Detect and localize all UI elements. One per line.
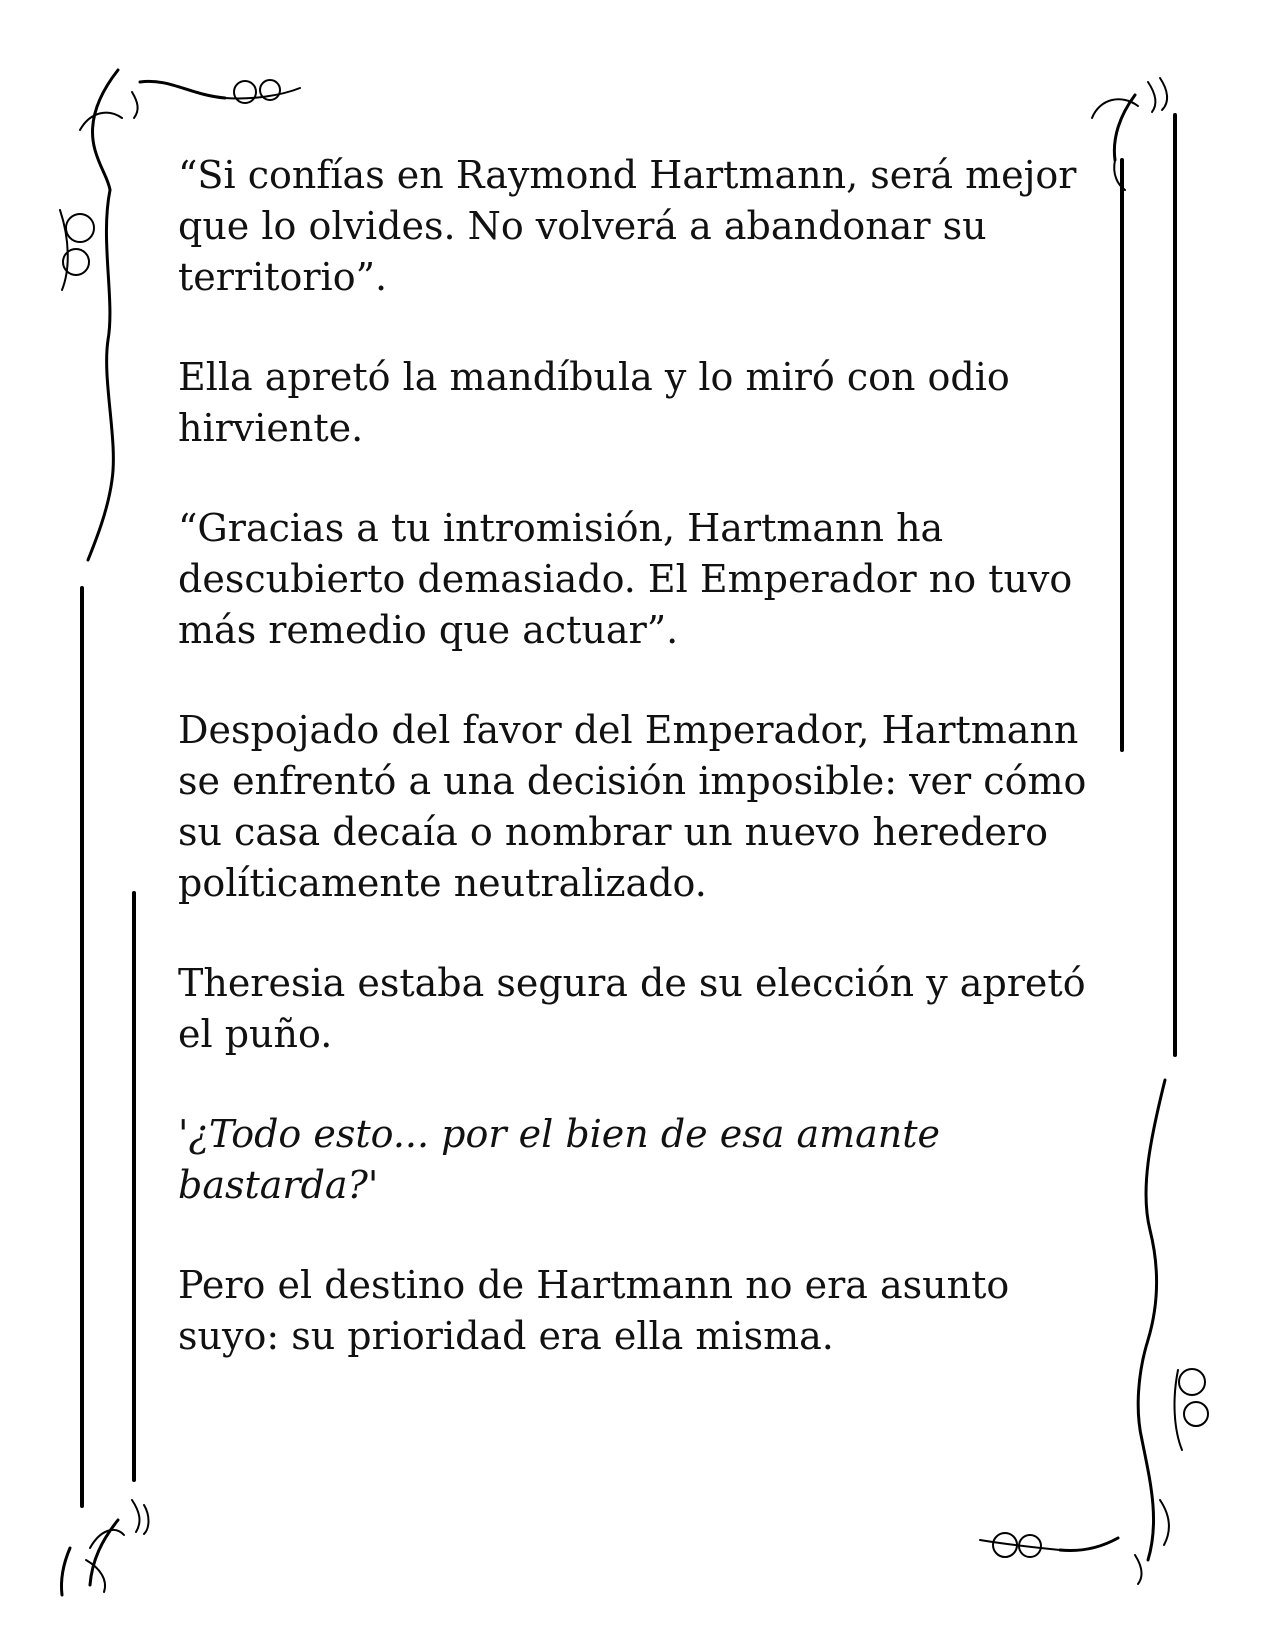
flourish-bottom-left-icon: [61, 1500, 148, 1595]
paragraph: Theresia estaba segura de su elección y apretó el puño.: [178, 961, 1086, 1056]
body-text: [178, 150, 1098, 1411]
paragraph: Ella apretó la mandíbula y lo miró con odio hirviente.: [178, 355, 1010, 450]
paragraph: Despojado del favor del Emperador, Hartmann se enfrentó a una decisión imposible: ver cómo su casa decaía o nombrar un nuevo heredero políticamente neutralizado.: [178, 708, 1087, 905]
paragraph: Pero el destino de Hartmann no era asunto suyo: su prioridad era ella misma.: [178, 1263, 1010, 1358]
paragraph-thought: '¿Todo esto... por el bien de esa amante bastarda?': [178, 1112, 941, 1207]
flourish-top-right-icon: [1092, 78, 1167, 190]
paragraph: “Si confías en Raymond Hartmann, será mejor que lo olvides. No volverá a abandonar su territorio”.: [178, 153, 1077, 299]
paragraph: “Gracias a tu intromisión, Hartmann ha descubierto demasiado. El Emperador no tuvo más remedio que actuar”.: [178, 506, 1073, 652]
